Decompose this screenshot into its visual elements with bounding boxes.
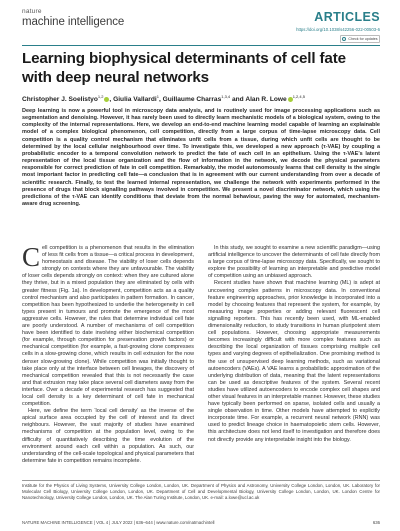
author-affiliation-marker: 1,2,4,5 <box>292 94 305 99</box>
doi-link[interactable]: https://doi.org/10.1038/s42256-022-00503-6 <box>296 27 380 32</box>
header-rule <box>22 45 380 46</box>
footer-journal-reference: NATURE MACHINE INTELLIGENCE | VOL 4 | JULY 2022 | 636–644 | www.nature.com/natmachintell <box>22 520 215 525</box>
author-name[interactable]: Guillaume Charras <box>162 96 222 104</box>
check-updates-label: Check for updates <box>348 37 378 41</box>
journal-logo-name: machine intelligence <box>22 15 125 28</box>
update-icon <box>342 37 346 41</box>
drop-cap: C <box>22 242 41 272</box>
affiliations: Institute for the Physics of Living Systems, University College London, London, UK. Department of Physics and Astronomy, University College London, London, UK. Laboratory for Molecular Cell Biology, University College London, London, UK. Department of Cell and Developmental Biology, University College London, London, UK. London Centre for Nanotechnology, University College London, London, UK. The Alan Turing Institute, London, UK. e-mail: a.lowe@ucl.ac.uk <box>22 483 380 500</box>
orcid-icon[interactable] <box>104 97 109 102</box>
body-column-right <box>208 245 380 444</box>
body-column-left <box>22 242 194 465</box>
page-number: 636 <box>372 520 380 525</box>
author-name[interactable]: Giulia Vallardi <box>113 96 157 104</box>
page-footer <box>22 520 380 525</box>
abstract: Deep learning is now a powerful tool in microscopy data analysis, and is routinely used for image processing applications such as segmentation and denoising. However, it has rarely been used to directly learn mechanistic models of a biological system, owing to the complexity of the internal representations. Here, we develop an end-to-end machine learning model capable of learning an explainable model of a complex biological phenomenon, cell competition, directly from a large corpus of time-lapse microscopy data. Cell competition is a quality control mechanism that eliminates unfit cells from a tissue, during which unfit cells are thought to be determined by the local cellular neighbourhood over time. To investigate this, we developed a new approach (τ-VAE) by coupling a probabilistic encoder to a temporal convolution network to predict the fate of each cell in an epithelium. Using the τ-VAE’s latent representation of the local tissue organization and the flow of information in the network, we decode the physical parameters responsible for correct prediction of fate in cell competition. Remarkably, the model autonomously learns that cell density is the single most important factor in predicting cell fate—a conclusion that is in agreement with our current understanding from over a decade of scientific research. Finally, to test the learned internal representation, we challenge the network with experiments performed in the presence of drugs that block signalling pathways involved in competition. We present a novel discriminator network, which using the predictions of the τ-VAE can identify conditions that deviate from the normal behaviour, paving the way for automated, mechanism-aware drug screening. <box>22 108 380 208</box>
body-paragraph <box>22 242 194 408</box>
body-paragraph: Here, we define the term ‘local cell density’ as the inverse of the apical surface area occupied by the cell of interest and its direct neighbours. However, the vast majority of studies have examined mechanisms of competition at the population level, owing to the difficulty of quantitatively describing the time evolution of the environment around each cell within a population. As such, our understanding of the cell-scale topological and physical parameters that determine fate in competition remains incomplete. <box>22 408 194 464</box>
author-name[interactable]: Alan R. Lowe <box>245 96 287 104</box>
journal-logo[interactable] <box>22 9 124 28</box>
check-updates-button[interactable] <box>340 35 380 43</box>
body-paragraph-text: ell competition is a phenomenon that results in the elimination of less fit cells from a tissue—a critical process in development, homeostasis and disease. The viability of loser cells depends strongly on contexts where they are unfavourable. The viability of loser cells depends strongly on context: when they are cultured alone they thrive, but in a mixed population they are eliminated by cells with greater fitness (Fig. 1a). In development, competition acts as a quality control mechanism and also participates in pattern formation. In cancer, competition has been hypothesized to underlie the heterogeneity in cell types present in tumours and promote the emergence of the most aggressive cells. However, the rules that determine individual cell fate are poorly understood. A number of mechanisms of cell competition have been identified to date involving either biochemical competition (for example, through competition for preservation growth factors) or mechanical competition (for example, a fast-growing clone compresses cells in a slow-growing clone, which results in cell extrusion for the now denser slow-growing clone). While competition was initially thought to take place only at the interface between cell lineages, the discovery of mechanical competition revealed that this is not necessarily the case and that extrusion may take place several cell diameters away from the interface. Over a decade of experimental research has suggested that local cell density is a key determinant of cell fate in mechanical competition. <box>22 245 194 408</box>
article-title: Learning biophysical determinants of cell fate with deep neural networks <box>22 50 346 86</box>
author-name[interactable]: Christopher J. Soelistyo <box>22 96 98 104</box>
author-affiliation-marker: 1,3,4 <box>221 94 231 99</box>
header-band <box>0 0 400 7</box>
affiliation-rule <box>22 480 380 481</box>
author-affiliation-marker: 1,2 <box>97 94 104 99</box>
journal-logo-top: nature <box>22 8 42 15</box>
author-list: Christopher J. Soelistyo$^{1,2}$ , Giulia Vallardi$^1$, Guillaume Charras$^{1,3,4}$ and Alan R. Lowe $^{1,2,4,5}$ <box>22 94 305 104</box>
body-paragraph: In this study, we sought to examine a new scientific paradigm—using artificial intelligence to uncover the determinants of cell fate directly from a large corpus of time-lapse microscopy data. Specifically, we sought to explore the possibility of learning an interpretable and predictive model of competition using an unbiased approach. <box>208 245 380 280</box>
body-paragraph: Recent studies have shown that machine learning (ML) is adept at uncovering complex patterns in microscopy data. In conventional feature engineering approaches, prior knowledge is incorporated into a model by choosing features that represent the system, for example, by measuring image properties or adding relevant fluorescent cell signalling reporters. This has recently been used, with ML-enabled dimensionality reduction, to study transitions in human pluripotent stem cell populations. However, choosing appropriate measurements becomes increasingly difficult with more complex features such as describing the local organization of tissues comprising multiple cell types and varying degrees of epithelialization. One promising method is the use of unsupervised deep learning methods, such as variational autoencoders (VAEs). A VAE learns a probabilistic approximation of the underlying distribution of data, meaning that the latent representations can be used as descriptive features of the system. Several recent studies have utilized autoencoders to encode complex cell shapes and other visual features in an interpretable manner. However, these studies have typically been performed on sparse, isolated cells and usually a single observation in time. Other models have attempted to explicitly incorporate time. For example, a recurrent neural network (RNN) was used to predict lineage choice in haematopoietic stem cells. However, this architecture does not lend itself to investigation and therefore does not directly provide any interpretable insight into the biology. <box>208 280 380 443</box>
author-affiliation-marker: 1 <box>156 94 159 99</box>
section-label: ARTICLES <box>314 10 380 24</box>
